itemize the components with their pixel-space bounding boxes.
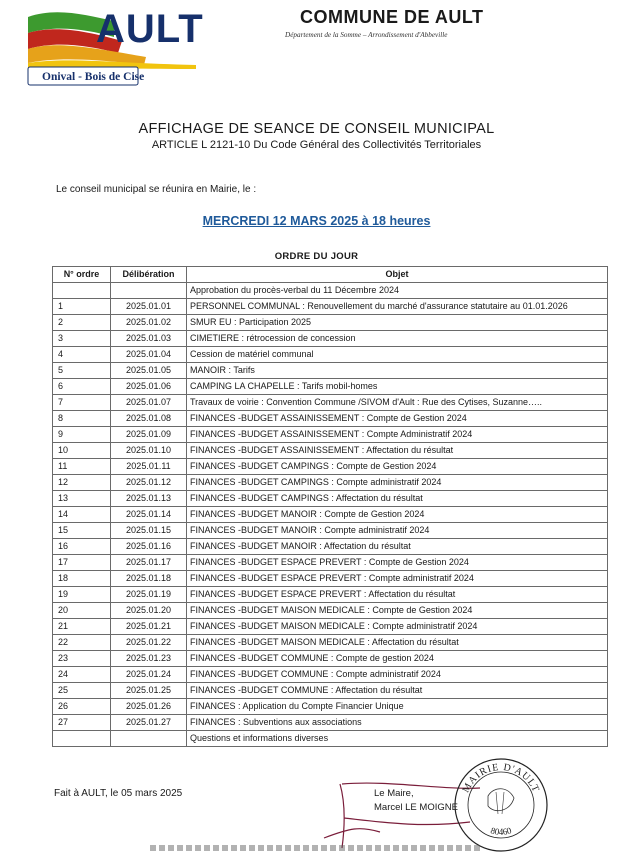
table-row [53,539,608,555]
cell-order: 20 [53,603,111,619]
table-row [53,555,608,571]
cell-object: FINANCES -BUDGET ASSAINISSEMENT : Compte Administratif 2024 [187,427,608,443]
table-row [53,299,608,315]
table-row [53,667,608,683]
cell-order: 17 [53,555,111,571]
cell-object: SMUR EU : Participation 2025 [187,315,608,331]
document-title: AFFICHAGE DE SEANCE DE CONSEIL MUNICIPAL [138,121,495,137]
cell-order: 26 [53,699,111,715]
cell-order: 10 [53,443,111,459]
logo-town-name: AULT [96,7,204,51]
cell-order: 14 [53,507,111,523]
cell-object: Travaux de voirie : Convention Commune /SIVOM d'Ault : Rue des Cytises, Suzanne….. [187,395,608,411]
cell-deliberation: 2025.01.16 [111,539,187,555]
town-hall-stamp [452,756,550,854]
cell-deliberation: 2025.01.24 [111,667,187,683]
table-row [53,411,608,427]
cell-deliberation: 2025.01.26 [111,699,187,715]
cell-deliberation: 2025.01.17 [111,555,187,571]
table-row [53,379,608,395]
mayor-role: Le Maire, [374,788,414,799]
table-row [53,587,608,603]
table-row [53,571,608,587]
table-row [53,395,608,411]
cell-deliberation: 2025.01.03 [111,331,187,347]
cell-deliberation: 2025.01.25 [111,683,187,699]
table-row [53,363,608,379]
mayor-name: Marcel LE MOIGNE [374,802,458,813]
table-row [53,523,608,539]
cell-order: 12 [53,475,111,491]
cell-deliberation: 2025.01.20 [111,603,187,619]
cell-object: FINANCES -BUDGET COMMUNE : Affectation du résultat [187,683,608,699]
agenda-heading: ORDRE DU JOUR [274,251,359,262]
cell-object: FINANCES -BUDGET ESPACE PREVERT : Compte administratif 2024 [187,571,608,587]
cell-deliberation: 2025.01.02 [111,315,187,331]
place-date: Fait à AULT, le 05 mars 2025 [54,788,183,799]
cell-order: 2 [53,315,111,331]
cell-order: 25 [53,683,111,699]
table-row [53,603,608,619]
footer-cut-text [150,845,480,851]
cell-deliberation: 2025.01.09 [111,427,187,443]
cell-object: FINANCES -BUDGET ASSAINISSEMENT : Affectation du résultat [187,443,608,459]
cell-deliberation: 2025.01.21 [111,619,187,635]
table-row [53,347,608,363]
cell-deliberation: 2025.01.19 [111,587,187,603]
cell-deliberation: 2025.01.18 [111,571,187,587]
stamp-bottom-text: 80460 [489,825,513,837]
header-deliberation: Délibération [111,267,187,283]
table-row [53,619,608,635]
table-row [53,315,608,331]
cell-order: 4 [53,347,111,363]
cell-object: FINANCES -BUDGET MANOIR : Affectation du résultat [187,539,608,555]
cell-deliberation: 2025.01.01 [111,299,187,315]
cell-object: FINANCES -BUDGET MAISON MEDICALE : Compte administratif 2024 [187,619,608,635]
cell-object: CIMETIERE : rétrocession de concession [187,331,608,347]
table-row [53,731,608,747]
cell-object: Cession de matériel communal [187,347,608,363]
cell-order: 24 [53,667,111,683]
cell-deliberation [111,731,187,747]
cell-deliberation [111,283,187,299]
cell-object: FINANCES -BUDGET ESPACE PREVERT : Affectation du résultat [187,587,608,603]
cell-order: 11 [53,459,111,475]
cell-order: 21 [53,619,111,635]
cell-order: 3 [53,331,111,347]
cell-order: 6 [53,379,111,395]
cell-object: Approbation du procès-verbal du 11 Décembre 2024 [187,283,608,299]
cell-deliberation: 2025.01.13 [111,491,187,507]
table-header-row [53,267,608,283]
svg-text:MAIRIE D'AULT [461,762,542,795]
cell-order: 18 [53,571,111,587]
town-logo [26,7,206,87]
table-row [53,331,608,347]
cell-order: 13 [53,491,111,507]
cell-deliberation: 2025.01.27 [111,715,187,731]
cell-order: 15 [53,523,111,539]
table-row [53,443,608,459]
cell-deliberation: 2025.01.23 [111,651,187,667]
cell-order: 5 [53,363,111,379]
cell-object: FINANCES -BUDGET COMMUNE : Compte administratif 2024 [187,667,608,683]
cell-order: 1 [53,299,111,315]
cell-deliberation: 2025.01.08 [111,411,187,427]
cell-deliberation: 2025.01.05 [111,363,187,379]
cell-object: FINANCES -BUDGET CAMPINGS : Compte administratif 2024 [187,475,608,491]
table-row [53,683,608,699]
cell-object: MANOIR : Tarifs [187,363,608,379]
table-row [53,283,608,299]
table-row [53,715,608,731]
cell-object: FINANCES -BUDGET MANOIR : Compte de Gestion 2024 [187,507,608,523]
cell-object: FINANCES -BUDGET MAISON MEDICALE : Affectation du résultat [187,635,608,651]
meeting-date: MERCREDI 12 MARS 2025 à 18 heures [202,214,431,228]
cell-object: FINANCES -BUDGET MAISON MEDICALE : Compte de Gestion 2024 [187,603,608,619]
intro-text: Le conseil municipal se réunira en Mairie, le : [56,184,257,195]
table-row [53,475,608,491]
cell-object: FINANCES -BUDGET ESPACE PREVERT : Compte de Gestion 2024 [187,555,608,571]
cell-object: FINANCES -BUDGET ASSAINISSEMENT : Compte de Gestion 2024 [187,411,608,427]
commune-title: COMMUNE DE AULT [300,7,484,27]
table-row [53,491,608,507]
cell-order: 7 [53,395,111,411]
cell-object: FINANCES : Application du Compte Financier Unique [187,699,608,715]
cell-deliberation: 2025.01.10 [111,443,187,459]
table-row [53,459,608,475]
cell-deliberation: 2025.01.14 [111,507,187,523]
cell-order: 22 [53,635,111,651]
cell-deliberation: 2025.01.06 [111,379,187,395]
cell-object: CAMPING LA CHAPELLE : Tarifs mobil-homes [187,379,608,395]
table-row [53,699,608,715]
stamp-top-text: MAIRIE D'AULT [460,761,542,795]
cell-object: Questions et informations diverses [187,731,608,747]
cell-deliberation: 2025.01.15 [111,523,187,539]
cell-deliberation: 2025.01.22 [111,635,187,651]
agenda-table [52,266,608,747]
cell-deliberation: 2025.01.04 [111,347,187,363]
table-row [53,507,608,523]
cell-object: FINANCES : Subventions aux associations [187,715,608,731]
cell-object: FINANCES -BUDGET CAMPINGS : Compte de Gestion 2024 [187,459,608,475]
cell-deliberation: 2025.01.11 [111,459,187,475]
cell-order: 27 [53,715,111,731]
cell-order: 23 [53,651,111,667]
table-row [53,635,608,651]
svg-text:80460 [489,825,513,837]
header-object: Objet [187,267,608,283]
cell-order: 8 [53,411,111,427]
cell-order: 19 [53,587,111,603]
header-order: N° ordre [53,267,111,283]
logo-tagline: Onival - Bois de Cise [42,71,145,83]
cell-order [53,283,111,299]
agenda-body [53,283,608,747]
cell-object: PERSONNEL COMMUNAL : Renouvellement du marché d'assurance statutaire au 01.01.2026 [187,299,608,315]
table-row [53,651,608,667]
cell-order: 9 [53,427,111,443]
cell-object: FINANCES -BUDGET CAMPINGS : Affectation du résultat [187,491,608,507]
table-row [53,427,608,443]
cell-order: 16 [53,539,111,555]
cell-object: FINANCES -BUDGET COMMUNE : Compte de gestion 2024 [187,651,608,667]
cell-object: FINANCES -BUDGET MANOIR : Compte administratif 2024 [187,523,608,539]
commune-subtitle: Département de la Somme – Arrondissement d'Abbeville [285,31,448,39]
cell-deliberation: 2025.01.12 [111,475,187,491]
cell-order [53,731,111,747]
document-subtitle: ARTICLE L 2121-10 Du Code Général des Collectivités Territoriales [151,139,482,151]
cell-deliberation: 2025.01.07 [111,395,187,411]
